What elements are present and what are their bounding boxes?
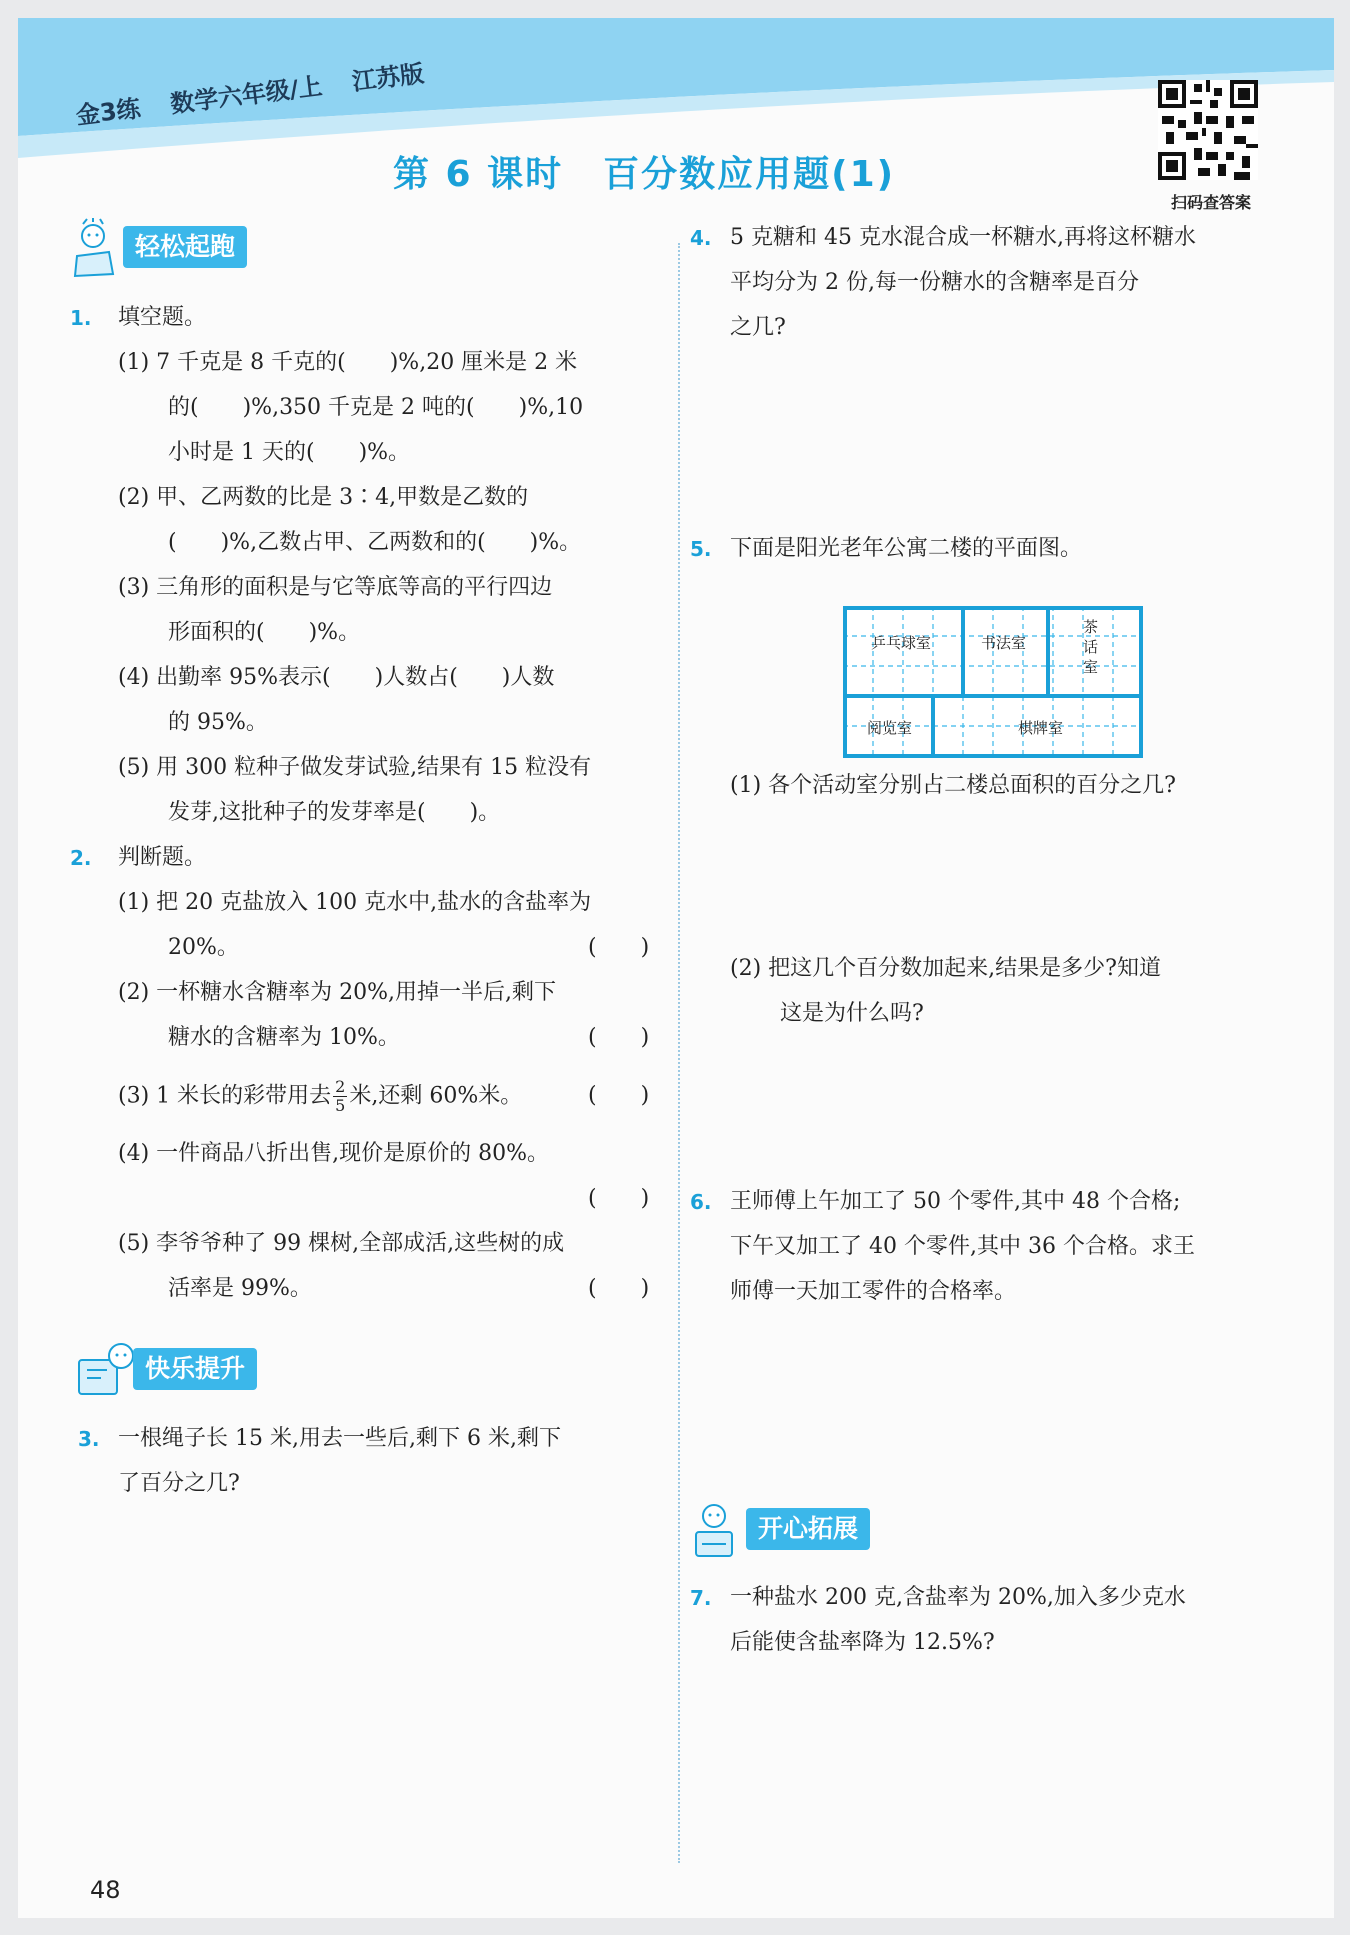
floor-plan-diagram [843, 606, 1143, 758]
room-chess: 棋牌室 [1018, 719, 1064, 737]
page-number: 48 [90, 1876, 121, 1904]
q5-sub-2-line-1: (2) 把这几个百分数加起来,结果是多少?知道 [730, 956, 1161, 981]
q2-line-5-tail: 米,还剩 60%米。 [349, 1083, 523, 1109]
q7-line-1: 一种盐水 200 克,含盐率为 20%,加入多少克水 [730, 1585, 1186, 1610]
q2-line-3: (2) 一杯糖水含糖率为 20%,用掉一半后,剩下 [118, 980, 557, 1005]
lesson-topic: 百分数应用题(1) [603, 154, 896, 195]
q7-number: 7. [690, 1586, 712, 1610]
q2-line-6: (4) 一件商品八折出售,现价是原价的 80%。 [118, 1141, 550, 1166]
q5-sub-1: (1) 各个活动室分别占二楼总面积的百分之几? [730, 773, 1176, 798]
q1-line-6: (3) 三角形的面积是与它等底等高的平行四边 [118, 575, 553, 600]
q2-number: 2. [70, 846, 92, 870]
qr-code-icon[interactable] [1158, 80, 1258, 180]
q2-line-7: (5) 李爷爷种了 99 棵树,全部成活,这些树的成 [118, 1231, 565, 1256]
q5-number: 5. [690, 537, 712, 561]
lesson-number: 第 6 课时 [393, 154, 564, 195]
workbook-page [18, 18, 1334, 1918]
q6-line-1: 王师傅上午加工了 50 个零件,其中 48 个合格; [730, 1189, 1181, 1214]
q2-answer-2[interactable]: ( ) [588, 1025, 650, 1050]
section-easy-label: 轻松起跑 [123, 226, 247, 268]
q1-line-2: 的( )%,350 千克是 2 吨的( )%,10 [168, 395, 584, 420]
q6-line-3: 师傅一天加工零件的合格率。 [730, 1279, 1017, 1304]
q1-line-8: (4) 出勤率 95%表示( )人数占( )人数 [118, 665, 555, 690]
room-tea-2: 话 [1083, 638, 1099, 656]
q2-title: 判断题。 [118, 845, 207, 870]
q1-number: 1. [70, 306, 92, 330]
q1-line-3: 小时是 1 天的( )%。 [168, 440, 411, 465]
q4-line-2: 平均分为 2 份,每一份糖水的含糖率是百分 [730, 270, 1139, 295]
q2-line-8: 活率是 99%。 [168, 1276, 312, 1301]
q4-number: 4. [690, 226, 712, 250]
q1-line-7: 形面积的( )%。 [168, 620, 361, 645]
q7-line-2: 后能使含盐率降为 12.5%? [730, 1630, 995, 1655]
fraction-numerator: 2 [335, 1077, 346, 1096]
column-divider [678, 243, 680, 1863]
q4-line-1: 5 克糖和 45 克水混合成一杯糖水,再将这杯糖水 [730, 225, 1196, 250]
room-pingpong: 乒乓球室 [871, 634, 932, 652]
q1-line-4: (2) 甲、乙两数的比是 3∶4,甲数是乙数的 [118, 485, 529, 510]
q5-sub-2-line-2: 这是为什么吗? [780, 1001, 924, 1026]
q2-answer-1[interactable]: ( ) [588, 935, 650, 960]
lesson-title [393, 146, 895, 197]
q2-line-5-text: (3) 1 米长的彩带用去 [118, 1083, 332, 1109]
q1-line-9: 的 95%。 [168, 710, 268, 735]
room-calligraphy: 书法室 [981, 634, 1027, 652]
series-edition: 江苏版 [350, 59, 426, 97]
room-reading: 阅览室 [867, 719, 913, 737]
room-tea-1: 茶 [1083, 618, 1099, 636]
q5-title: 下面是阳光老年公寓二楼的平面图。 [730, 536, 1083, 561]
q2-answer-4[interactable]: ( ) [588, 1186, 650, 1211]
q1-line-1: (1) 7 千克是 8 千克的( )%,20 厘米是 2 米 [118, 350, 578, 375]
q2-line-2: 20%。 [168, 935, 239, 960]
q3-number: 3. [78, 1427, 100, 1451]
q3-line-2: 了百分之几? [118, 1471, 240, 1496]
section-extend-label: 开心拓展 [746, 1508, 870, 1550]
q2-line-4: 糖水的含糖率为 10%。 [168, 1025, 400, 1050]
q4-line-3: 之几? [730, 315, 786, 340]
q2-line-5 [118, 1078, 522, 1115]
fraction [333, 1078, 347, 1115]
q1-line-5: ( )%,乙数占甲、乙两数和的( )%。 [168, 530, 582, 555]
room-tea-3: 室 [1083, 658, 1099, 676]
q2-line-1: (1) 把 20 克盐放入 100 克水中,盐水的含盐率为 [118, 890, 592, 915]
q6-number: 6. [690, 1190, 712, 1214]
q6-line-2: 下午又加工了 40 个零件,其中 36 个合格。求王 [730, 1234, 1195, 1259]
q1-line-10: (5) 用 300 粒种子做发芽试验,结果有 15 粒没有 [118, 755, 592, 780]
section-improve-label: 快乐提升 [133, 1348, 257, 1390]
fraction-denominator: 5 [335, 1096, 346, 1115]
qr-caption: 扫码查答案 [1170, 193, 1251, 212]
q1-line-11: 发芽,这批种子的发芽率是( )。 [168, 800, 501, 825]
q3-line-1: 一根绳子长 15 米,用去一些后,剩下 6 米,剩下 [118, 1426, 561, 1451]
q1-title: 填空题。 [118, 305, 207, 330]
q2-answer-5[interactable]: ( ) [588, 1276, 650, 1301]
q2-answer-3[interactable]: ( ) [588, 1083, 650, 1108]
series-brand: 金3练 [74, 94, 143, 131]
series-grade: 数学六年级/上 [168, 72, 324, 119]
